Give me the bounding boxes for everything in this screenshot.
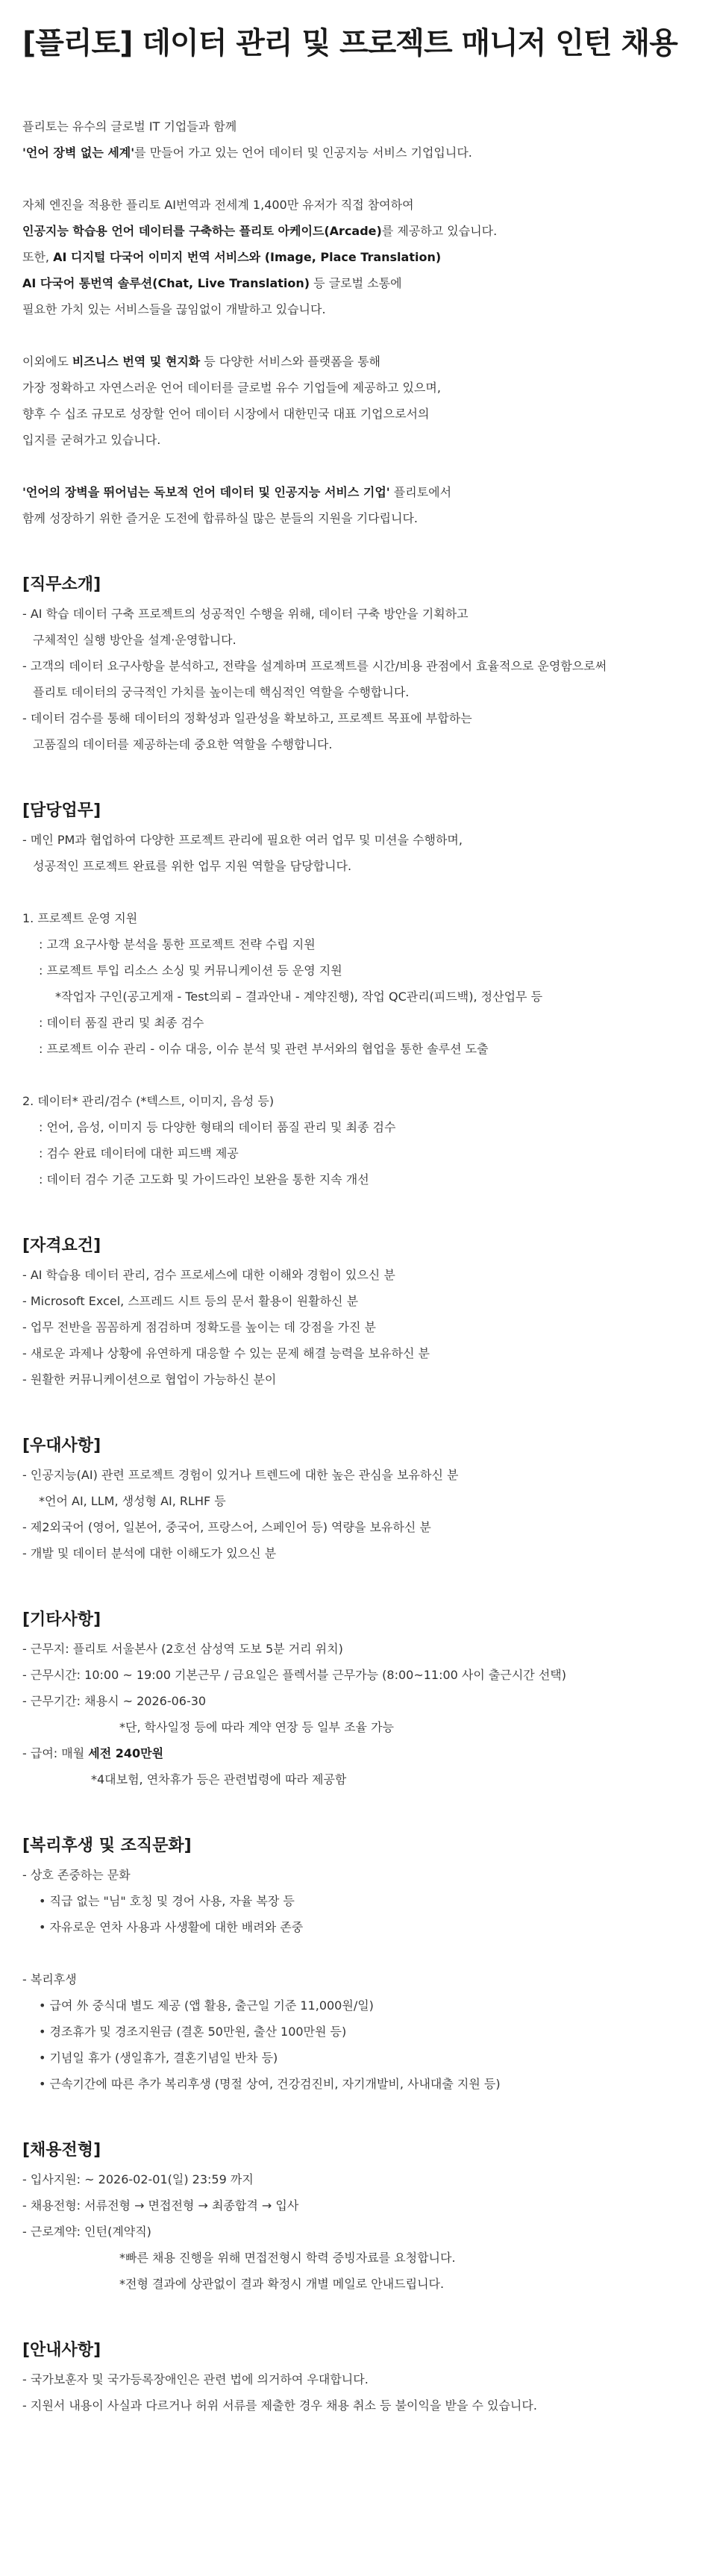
section-line: *전형 결과에 상관없이 결과 확정시 개별 메일로 안내드립니다. xyxy=(119,2277,445,2291)
section-line: - 개발 및 데이터 분석에 대한 이해도가 있으신 분 xyxy=(22,1546,277,1560)
section-line: - 제2외국어 (영어, 일본어, 중국어, 프랑스어, 스페인어 등) 역량을 보유하신 분 xyxy=(22,1520,431,1534)
section-line: *작업자 구인(공고게재 - Test의뢰 – 결과안내 - 계약진행), 작업 QC관리(피드백), 정산업무 등 xyxy=(55,990,543,1004)
section-line: - 인공지능(AI) 관련 프로젝트 경험이 있거나 트렌드에 대한 높은 관심을 보유하신 분 xyxy=(22,1468,459,1482)
intro-line: 향후 수 십조 규모로 성장할 언어 데이터 시장에서 대한민국 대표 기업으로서의 xyxy=(22,407,430,421)
section-line: - 채용전형: 서류전형 → 면접전형 → 최종합격 → 입사 xyxy=(22,2198,299,2213)
intro-line: 입지를 굳혀가고 있습니다. xyxy=(22,433,161,447)
intro-emphasis: AI 디지털 다국어 이미지 번역 서비스와 (Image, Place Translation) xyxy=(53,250,442,264)
section-line: - Microsoft Excel, 스프레드 시트 등의 문서 활용이 원활하신 분 xyxy=(22,1294,359,1308)
section-line: - 원활한 커뮤니케이션으로 협업이 가능하신 분이 xyxy=(22,1372,277,1387)
section-line: - 업무 전반을 꼼꼼하게 점검하며 정확도를 높이는 데 강점을 가진 분 xyxy=(22,1320,376,1334)
intro-line xyxy=(22,270,686,296)
section-line: 구체적인 실행 방안을 설계·운영합니다. xyxy=(33,633,236,647)
intro-line: 함께 성장하기 위한 즐거운 도전에 합류하실 많은 분들의 지원을 기다립니다. xyxy=(22,511,418,525)
section-line: 플리토 데이터의 궁극적인 가치를 높이는데 핵심적인 역할을 수행합니다. xyxy=(33,685,410,699)
section-line: • 경조휴가 및 경조지원금 (결혼 50만원, 출산 100만원 등) xyxy=(39,2025,347,2039)
section-line: : 프로젝트 투입 리소스 소싱 및 커뮤니케이션 등 운영 지원 xyxy=(39,963,342,978)
section-title: [자격요건] xyxy=(22,1237,101,1255)
section-line: - 근무시간: 10:00 ~ 19:00 기본근무 / 금요일은 플렉서블 근무가능 (8:00~11:00 사이 출근시간 선택) xyxy=(22,1668,566,1682)
section-title: [담당업무] xyxy=(22,801,101,820)
section-job-intro xyxy=(22,571,686,757)
section-title: [복리후생 및 조직문화] xyxy=(22,1836,192,1855)
section-line: *4대보험, 연차휴가 등은 관련법령에 따라 제공함 xyxy=(91,1772,347,1786)
subsection-heading: 1. 프로젝트 운영 지원 xyxy=(22,911,138,925)
intro-line: 필요한 가치 있는 서비스들을 끊임없이 개발하고 있습니다. xyxy=(22,302,326,316)
intro-line xyxy=(22,218,686,244)
intro-text: 등 다양한 서비스와 플랫폼을 통해 xyxy=(200,354,381,369)
section-line: - 국가보훈자 및 국가등록장애인은 관련 법에 의거하여 우대합니다. xyxy=(22,2372,369,2386)
section-line: - 근로계약: 인턴(계약직) xyxy=(22,2225,151,2239)
section-line: - 메인 PM과 협업하여 다양한 프로젝트 관리에 필요한 여러 업무 및 미션을 수행하며, xyxy=(22,833,463,847)
section-line: - 지원서 내용이 사실과 다르거나 허위 서류를 제출한 경우 채용 취소 등 불이익을 받을 수 있습니다. xyxy=(22,2398,537,2413)
section-line: : 데이터 검수 기준 고도화 및 가이드라인 보완을 통한 지속 개선 xyxy=(39,1172,369,1187)
section-line: *단, 학사일정 등에 따라 계약 연장 등 일부 조율 가능 xyxy=(119,1720,394,1734)
intro-line xyxy=(22,140,686,166)
intro-emphasis: '언어 장벽 없는 세계' xyxy=(22,146,135,160)
section-line: - 상호 존중하는 문화 xyxy=(22,1868,131,1882)
section-line: - 복리후생 xyxy=(22,1972,77,1986)
section-etc xyxy=(22,1606,686,1792)
intro-line xyxy=(22,244,686,270)
section-line: • 기념일 휴가 (생일휴가, 결혼기념일 반차 등) xyxy=(39,2051,278,2065)
section-line: : 프로젝트 이슈 관리 - 이슈 대응, 이슈 분석 및 관련 부서와의 협업을 통한 솔루션 도출 xyxy=(39,1042,489,1056)
section-line: - 데이터 검수를 통해 데이터의 정확성과 일관성을 확보하고, 프로젝트 목표에 부합하는 xyxy=(22,711,472,725)
section-line: *빠른 채용 진행을 위해 면접전형시 학력 증빙자료를 요청합니다. xyxy=(119,2251,456,2265)
section-qualifications xyxy=(22,1232,686,1392)
section-line xyxy=(22,1740,686,1766)
section-title: [기타사항] xyxy=(22,1610,101,1629)
section-line: *언어 AI, LLM, 생성형 AI, RLHF 등 xyxy=(39,1494,226,1508)
intro-text: 이외에도 xyxy=(22,354,72,369)
intro-line: 자체 엔진을 적용한 플리토 AI번역과 전세계 1,400만 유저가 직접 참여하여 xyxy=(22,198,414,212)
company-intro xyxy=(22,113,686,531)
intro-line: 플리토는 유수의 글로벌 IT 기업들과 함께 xyxy=(22,119,237,134)
salary-label: - 급여: 매월 xyxy=(22,1746,89,1760)
page-title: [플리토] 데이터 관리 및 프로젝트 매니저 인턴 채용 xyxy=(22,26,677,60)
section-line: • 근속기간에 따른 추가 복리후생 (명절 상여, 건강검진비, 자기개발비, 사내대출 지원 등) xyxy=(39,2077,501,2091)
intro-emphasis: 비즈니스 번역 및 현지화 xyxy=(72,354,201,369)
intro-emphasis: 인공지능 학습용 언어 데이터를 구축하는 플리토 아케이드(Arcade) xyxy=(22,224,382,238)
salary-value: 세전 240만원 xyxy=(88,1746,164,1760)
intro-text: 또한, xyxy=(22,250,54,264)
section-line: - 새로운 과제나 상황에 유연하게 대응할 수 있는 문제 해결 능력을 보유하신 분 xyxy=(22,1346,430,1360)
section-line: - 근무지: 플리토 서울본사 (2호선 삼성역 도보 5분 거리 위치) xyxy=(22,1642,343,1656)
section-line: • 자유로운 연차 사용과 사생활에 대한 배려와 존중 xyxy=(39,1920,304,1934)
section-line: : 언어, 음성, 이미지 등 다양한 형태의 데이터 품질 관리 및 최종 검수 xyxy=(39,1120,396,1134)
intro-text: 를 만들어 가고 있는 언어 데이터 및 인공지능 서비스 기업입니다. xyxy=(134,146,472,160)
subsection-heading: 2. 데이터* 관리/검수 (*텍스트, 이미지, 음성 등) xyxy=(22,1094,275,1108)
intro-line xyxy=(22,348,686,375)
section-line: - AI 학습 데이터 구축 프로젝트의 성공적인 수행을 위해, 데이터 구축 방안을 기획하고 xyxy=(22,607,469,621)
section-line: - 고객의 데이터 요구사항을 분석하고, 전략을 설계하며 프로젝트를 시간/비용 관점에서 효율적으로 운영함으로써 xyxy=(22,659,607,673)
section-line: : 고객 요구사항 분석을 통한 프로젝트 전략 수립 지원 xyxy=(39,937,316,951)
section-duties xyxy=(22,797,686,1192)
section-welfare xyxy=(22,1832,686,2097)
intro-emphasis: AI 다국어 통번역 솔루션(Chat, Live Translation) xyxy=(22,276,310,290)
intro-line: 가장 정확하고 자연스러운 언어 데이터를 글로벌 유수 기업들에 제공하고 있으며, xyxy=(22,381,441,395)
intro-line xyxy=(22,479,686,505)
section-line: : 데이터 품질 관리 및 최종 검수 xyxy=(39,1016,204,1030)
section-line: • 직급 없는 "님" 호칭 및 경어 사용, 자율 복장 등 xyxy=(39,1894,295,1908)
section-title: [안내사항] xyxy=(22,2341,101,2360)
section-line: - 근무기간: 채용시 ~ 2026-06-30 xyxy=(22,1694,207,1708)
section-notice xyxy=(22,2336,686,2419)
section-title: [우대사항] xyxy=(22,1437,101,1455)
section-title: [채용전형] xyxy=(22,2141,101,2160)
section-line: - 입사지원: ~ 2026-02-01(일) 23:59 까지 xyxy=(22,2172,254,2186)
intro-text: 플리토에서 xyxy=(389,485,452,499)
section-hiring xyxy=(22,2136,686,2297)
section-line: - AI 학습용 데이터 관리, 검수 프로세스에 대한 이해와 경험이 있으신 분 xyxy=(22,1268,395,1282)
section-title: [직무소개] xyxy=(22,575,101,594)
intro-text: 를 제공하고 있습니다. xyxy=(381,224,498,238)
section-line: : 검수 완료 데이터에 대한 피드백 제공 xyxy=(39,1146,239,1160)
intro-emphasis: '언어의 장벽을 뛰어넘는 독보적 언어 데이터 및 인공지능 서비스 기업' xyxy=(22,485,390,499)
section-line: • 급여 外 중식대 별도 제공 (앱 활용, 출근일 기준 11,000원/일) xyxy=(39,1998,374,2013)
section-preferred xyxy=(22,1432,686,1566)
section-line: 고품질의 데이터를 제공하는데 중요한 역할을 수행합니다. xyxy=(33,737,333,751)
intro-text: 등 글로벌 소통에 xyxy=(310,276,402,290)
section-line: 성공적인 프로젝트 완료를 위한 업무 지원 역할을 담당합니다. xyxy=(33,859,352,873)
